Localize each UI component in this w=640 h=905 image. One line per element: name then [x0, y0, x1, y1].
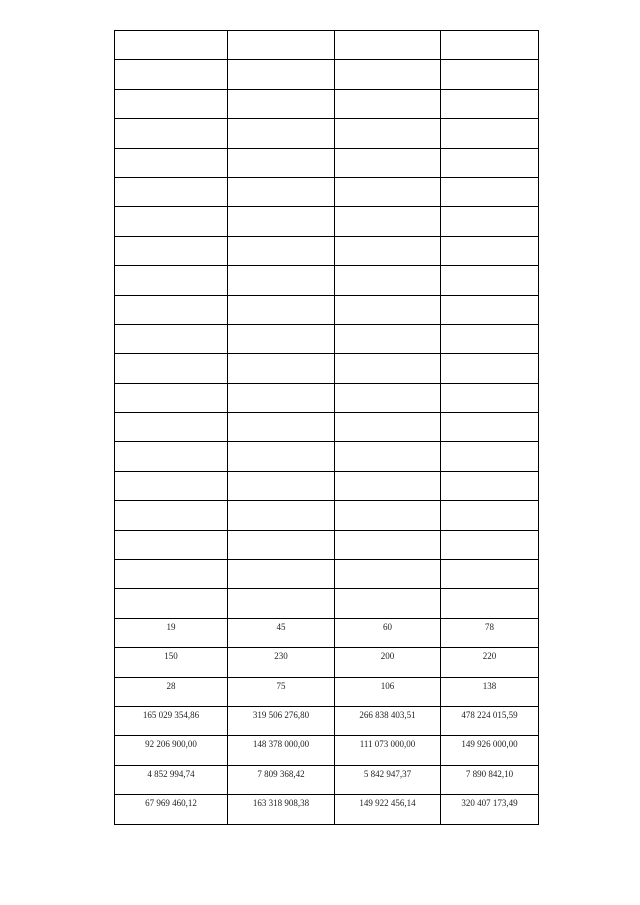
table-row [115, 706, 539, 735]
table-cell [228, 501, 335, 530]
table-cell [335, 60, 441, 89]
table-cell [115, 207, 228, 236]
table-cell [441, 31, 539, 60]
table-cell [441, 413, 539, 442]
table-cell: 478 224 015,59 [441, 706, 539, 735]
table-cell: 7 890 842,10 [441, 765, 539, 794]
table-body [115, 31, 539, 825]
table-cell [115, 560, 228, 589]
table-cell [228, 413, 335, 442]
table-cell [115, 266, 228, 295]
table-cell [441, 60, 539, 89]
table-cell [335, 31, 441, 60]
table-cell [115, 177, 228, 206]
table-cell: 319 506 276,80 [228, 706, 335, 735]
table-cell: 266 838 403,51 [335, 706, 441, 735]
table-cell [335, 324, 441, 353]
empty-table-row [115, 31, 539, 60]
table-cell [228, 148, 335, 177]
table-cell [115, 471, 228, 500]
table-cell [115, 354, 228, 383]
table-cell [228, 119, 335, 148]
table-cell [228, 266, 335, 295]
table-cell: 148 378 000,00 [228, 736, 335, 765]
table-cell: 19 [115, 618, 228, 647]
table-cell [335, 383, 441, 412]
table-cell [335, 266, 441, 295]
table-cell [441, 89, 539, 118]
table-cell [441, 471, 539, 500]
table-cell [441, 236, 539, 265]
table-cell: 149 926 000,00 [441, 736, 539, 765]
table-cell [115, 501, 228, 530]
table-row [115, 795, 539, 824]
table-cell [441, 442, 539, 471]
table-cell [115, 383, 228, 412]
table-cell [228, 589, 335, 618]
table-cell: 106 [335, 677, 441, 706]
table-cell: 75 [228, 677, 335, 706]
table-cell [228, 442, 335, 471]
table-cell [115, 530, 228, 559]
table-cell [228, 560, 335, 589]
table-cell: 67 969 460,12 [115, 795, 228, 824]
table-cell [228, 471, 335, 500]
table-cell [115, 31, 228, 60]
empty-table-row [115, 266, 539, 295]
table-cell [228, 295, 335, 324]
table-cell: 45 [228, 618, 335, 647]
table-cell [228, 60, 335, 89]
empty-table-row [115, 530, 539, 559]
table-cell [228, 324, 335, 353]
table-cell [441, 560, 539, 589]
table-cell: 200 [335, 648, 441, 677]
table-cell [441, 119, 539, 148]
table-cell: 28 [115, 677, 228, 706]
table-cell [441, 177, 539, 206]
table-cell [115, 413, 228, 442]
table-cell [441, 530, 539, 559]
table-cell [441, 589, 539, 618]
table-cell [115, 60, 228, 89]
table-cell [335, 530, 441, 559]
empty-table-row [115, 295, 539, 324]
table-cell [228, 89, 335, 118]
table-cell [228, 530, 335, 559]
table-cell [228, 31, 335, 60]
empty-table-row [115, 501, 539, 530]
table-cell: 4 852 994,74 [115, 765, 228, 794]
table-cell [115, 148, 228, 177]
table-cell [115, 324, 228, 353]
empty-table-row [115, 148, 539, 177]
table-cell [335, 501, 441, 530]
table-cell [335, 148, 441, 177]
table-cell [441, 266, 539, 295]
table-cell [115, 442, 228, 471]
table-cell: 230 [228, 648, 335, 677]
table-cell: 150 [115, 648, 228, 677]
table-cell [335, 589, 441, 618]
table-row [115, 765, 539, 794]
table-cell: 7 809 368,42 [228, 765, 335, 794]
table-cell: 60 [335, 618, 441, 647]
table-cell [115, 236, 228, 265]
table-cell [335, 89, 441, 118]
table-cell [441, 501, 539, 530]
table-cell [228, 236, 335, 265]
empty-table-row [115, 442, 539, 471]
table-row [115, 648, 539, 677]
table-cell: 111 073 000,00 [335, 736, 441, 765]
table-cell [335, 560, 441, 589]
table-cell [441, 354, 539, 383]
table-cell [335, 236, 441, 265]
table-cell: 92 206 900,00 [115, 736, 228, 765]
table-cell: 220 [441, 648, 539, 677]
table-cell [228, 207, 335, 236]
empty-table-row [115, 471, 539, 500]
table-cell [115, 89, 228, 118]
table-cell [335, 295, 441, 324]
table-cell: 165 029 354,86 [115, 706, 228, 735]
empty-table-row [115, 177, 539, 206]
empty-table-row [115, 207, 539, 236]
table-cell [335, 119, 441, 148]
table-cell [441, 324, 539, 353]
table-cell [335, 354, 441, 383]
table-cell: 138 [441, 677, 539, 706]
empty-table-row [115, 560, 539, 589]
empty-table-row [115, 89, 539, 118]
table-cell [115, 119, 228, 148]
table-cell: 163 318 908,38 [228, 795, 335, 824]
table-cell [441, 148, 539, 177]
table-cell: 78 [441, 618, 539, 647]
table-cell [335, 471, 441, 500]
table-cell [335, 413, 441, 442]
table-cell [335, 207, 441, 236]
empty-table-row [115, 60, 539, 89]
table-cell: 320 407 173,49 [441, 795, 539, 824]
table-row [115, 618, 539, 647]
empty-table-row [115, 413, 539, 442]
empty-table-row [115, 236, 539, 265]
table-row [115, 736, 539, 765]
table-cell [228, 177, 335, 206]
table-cell [441, 295, 539, 324]
empty-table-row [115, 589, 539, 618]
table-cell [115, 295, 228, 324]
empty-table-row [115, 383, 539, 412]
table-cell [115, 589, 228, 618]
table-cell [335, 177, 441, 206]
table-cell: 5 842 947,37 [335, 765, 441, 794]
table-cell [441, 207, 539, 236]
table-cell [441, 383, 539, 412]
empty-table-row [115, 354, 539, 383]
table-cell: 149 922 456,14 [335, 795, 441, 824]
empty-table-row [115, 119, 539, 148]
table-cell [335, 442, 441, 471]
table-row [115, 677, 539, 706]
table-cell [228, 383, 335, 412]
table-cell [228, 354, 335, 383]
data-table [114, 30, 539, 825]
empty-table-row [115, 324, 539, 353]
